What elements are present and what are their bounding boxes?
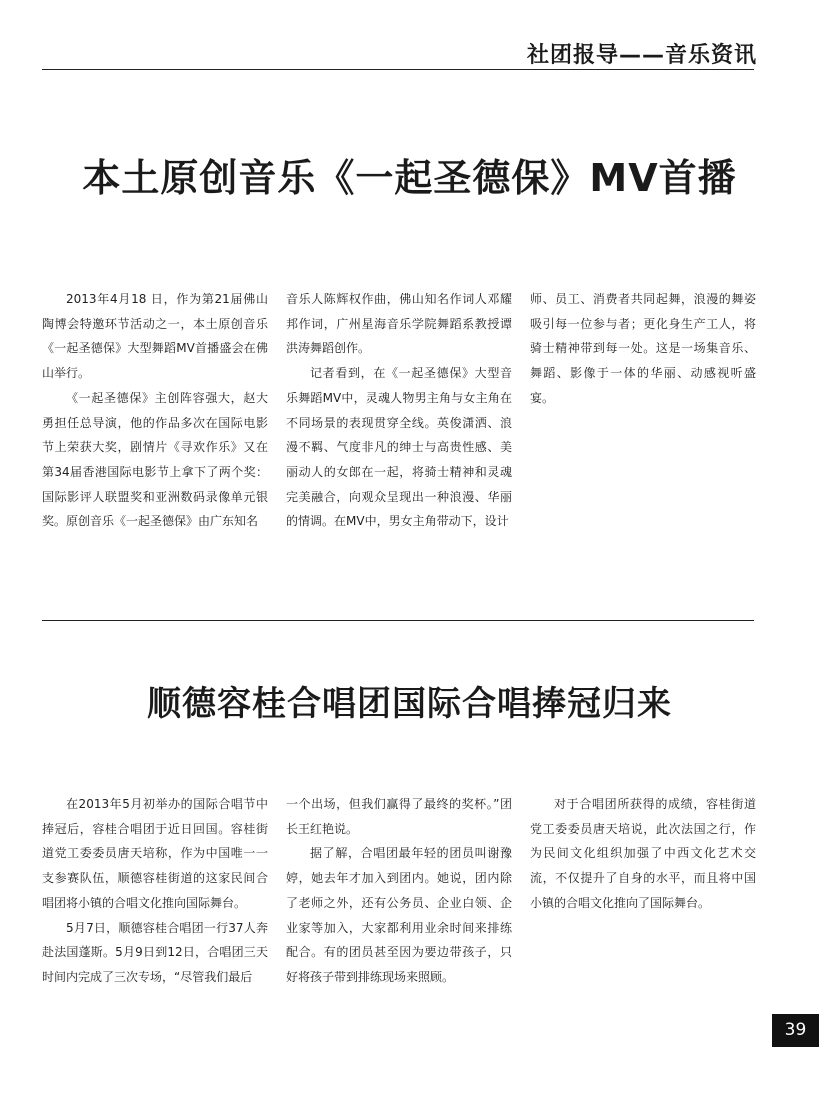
paragraph: 2013年4月18 日，作为第21届佛山陶博会特邀环节活动之一，本土原创音乐《一起圣德保》大型舞蹈MV首播盛会在佛山举行。 bbox=[42, 292, 268, 381]
paragraph: 5月7日，顺德容桂合唱团一行37人奔赴法国蓬斯。5月9日到12日，合唱团三天时间内完成了三次专场，“尽管我们最后 bbox=[42, 920, 268, 984]
paragraph: 在2013年5月初举办的国际合唱节中捧冠后，容桂合唱团于近日回国。容桂街道党工委委员唐天培称，作为中国唯一一支参赛队伍，顺德容桂街道的这家民间合唱团将小镇的合唱文化推向国际舞台。 bbox=[42, 797, 268, 910]
article-column bbox=[530, 792, 756, 916]
paragraph: 《一起圣德保》主创阵容强大，赵大勇担任总导演，他的作品多次在国际电影节上荣获大奖，剧情片《寻欢作乐》又在第34届香港国际电影节上拿下了两个奖：国际影评人联盟奖和亚洲数码录像单元银奖。原创音乐《一起圣德保》由广东知名 bbox=[42, 390, 268, 529]
paragraph: 据了解，合唱团最年轻的团员叫谢豫婷，她去年才加入到团内。她说，团内除了老师之外，还有公务员、企业白领、企业家等加入，大家都利用业余时间来排练配合。有的团员甚至因为要边带孩子，只好将孩子带到排练现场来照顾。 bbox=[286, 846, 512, 984]
article-column bbox=[286, 792, 512, 990]
paragraph: 记者看到，在《一起圣德保》大型音乐舞蹈MV中，灵魂人物男主角与女主角在不同场景的表现贯穿全线。英俊潇洒、浪漫不羁、气度非凡的绅士与高贵性感、美丽动人的女郎在一起，将骑士精神和灵魂完美融合，向观众呈现出一种浪漫、华丽的情调。在MV中，男女主角带动下，设计 bbox=[286, 366, 512, 529]
article-column bbox=[286, 287, 512, 534]
section-divider bbox=[42, 620, 754, 621]
article-title: 本土原创音乐《一起圣德保》MV首播 bbox=[82, 156, 737, 200]
header-rule bbox=[42, 69, 754, 70]
section-label: 社团报导——音乐资讯 bbox=[526, 43, 757, 68]
paragraph: 对于合唱团所获得的成绩，容桂街道党工委委员唐天培说，此次法国之行，作为民间文化组织加强了中西文化艺术交流，不仅提升了自身的水平，而且将中国小镇的合唱文化推向了国际舞台。 bbox=[530, 797, 756, 910]
paragraph: 一个出场，但我们赢得了最终的奖杯。”团长王红艳说。 bbox=[286, 797, 512, 836]
article-column bbox=[42, 287, 268, 534]
article-column bbox=[42, 792, 268, 990]
paragraph: 音乐人陈辉权作曲，佛山知名作词人邓耀邦作词，广州星海音乐学院舞蹈系教授谭洪涛舞蹈创作。 bbox=[286, 292, 512, 356]
paragraph: 师、员工、消费者共同起舞，浪漫的舞姿吸引每一位参与者；更化身生产工人，将骑士精神带到每一处。这是一场集音乐、舞蹈、影像于一体的华丽、动感视听盛宴。 bbox=[530, 292, 756, 405]
page-number: 39 bbox=[772, 1014, 819, 1047]
article-column bbox=[530, 287, 756, 411]
article-title: 顺德容桂合唱团国际合唱捧冠归来 bbox=[147, 684, 672, 724]
